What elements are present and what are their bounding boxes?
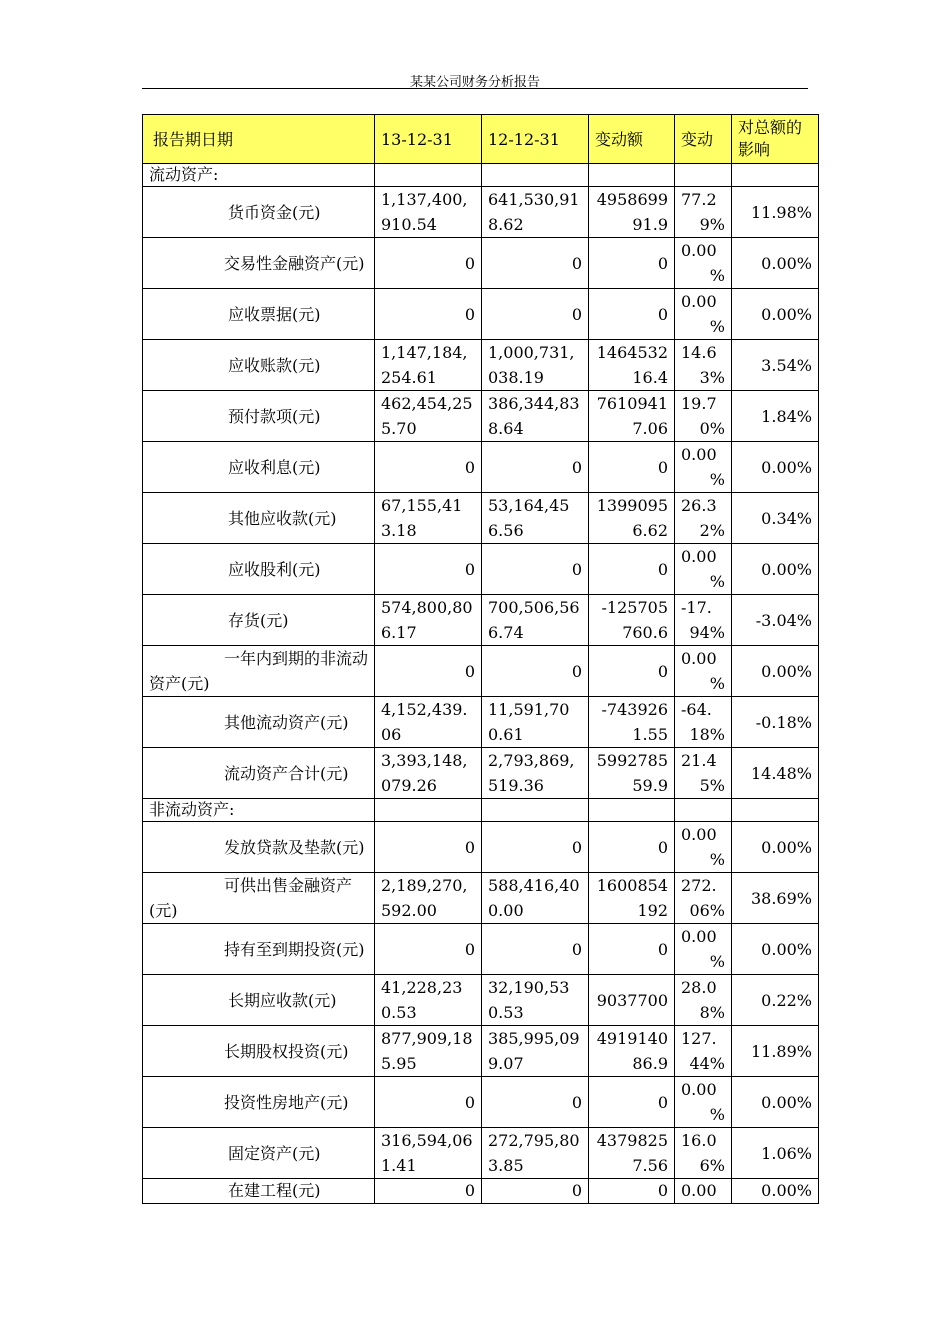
table-row: [143, 646, 819, 697]
change-pct-line2: %: [709, 674, 725, 693]
change-pct-line2: %: [709, 1105, 725, 1124]
change-pct-line1: 16.0: [681, 1131, 717, 1150]
item-label: [143, 822, 375, 873]
header-cell-2013: 13-12-31: [375, 115, 482, 164]
change-pct: [675, 873, 732, 924]
change-pct-line1: 28.0: [681, 978, 717, 997]
change-pct-line2: %: [709, 470, 725, 489]
change-pct: [675, 289, 732, 340]
header-cell-impact: 对总额的影响: [732, 115, 819, 164]
table-row: [143, 1179, 819, 1204]
empty-cell: [589, 164, 675, 187]
item-label: [143, 238, 375, 289]
change-amount: 9037700: [589, 975, 675, 1026]
value-2012: 0: [482, 544, 589, 595]
change-pct: [675, 442, 732, 493]
table-row: [143, 340, 819, 391]
change-pct: [675, 822, 732, 873]
impact-value: 0.00%: [732, 289, 819, 340]
change-amount: 0: [589, 238, 675, 289]
value-2012: 0: [482, 442, 589, 493]
change-pct-line2: 94%: [689, 623, 725, 642]
section-label: 流动资产:: [143, 164, 375, 187]
value-2012: 53,164,456.56: [482, 493, 589, 544]
change-pct-line2: 5%: [699, 776, 725, 795]
balance-sheet-table: [142, 114, 819, 1204]
change-amount: 599278559.9: [589, 748, 675, 799]
change-pct-line1: 19.7: [681, 394, 717, 413]
section-row: [143, 164, 819, 187]
change-amount: 0: [589, 1077, 675, 1128]
impact-value: 0.00%: [732, 924, 819, 975]
empty-cell: [375, 164, 482, 187]
change-pct-line2: 06%: [689, 901, 725, 920]
value-2013: 41,228,230.53: [375, 975, 482, 1026]
table-row: [143, 697, 819, 748]
item-label: 长期应收款(元): [143, 975, 375, 1026]
change-pct-line1: 0.00: [681, 1080, 717, 1099]
impact-value: 11.89%: [732, 1026, 819, 1077]
impact-value: 0.00%: [732, 646, 819, 697]
change-pct: [675, 595, 732, 646]
empty-cell: [732, 799, 819, 822]
impact-value: 0.00%: [732, 442, 819, 493]
item-label: 存货(元): [143, 595, 375, 646]
header-cell-change-amount: 变动额: [589, 115, 675, 164]
impact-value: 1.84%: [732, 391, 819, 442]
value-2013: 0: [375, 544, 482, 595]
table-row: [143, 873, 819, 924]
change-pct-line2: %: [709, 266, 725, 285]
change-amount: -7439261.55: [589, 697, 675, 748]
change-amount: 76109417.06: [589, 391, 675, 442]
value-2012: 0: [482, 1077, 589, 1128]
table-row: [143, 748, 819, 799]
item-label: 应收账款(元): [143, 340, 375, 391]
table-row: [143, 187, 819, 238]
value-2013: 1,147,184,254.61: [375, 340, 482, 391]
change-amount: -125705760.6: [589, 595, 675, 646]
table-row: [143, 975, 819, 1026]
change-amount: 43798257.56: [589, 1128, 675, 1179]
value-2012: 700,506,566.74: [482, 595, 589, 646]
table-row: [143, 595, 819, 646]
value-2013: 0: [375, 238, 482, 289]
item-label-text: 可供出售金融资产(元): [149, 876, 353, 920]
change-amount: 495869991.9: [589, 187, 675, 238]
value-2012: 0: [482, 646, 589, 697]
change-pct-line2: 0%: [699, 419, 725, 438]
value-2013: 4,152,439.06: [375, 697, 482, 748]
header-rule: [142, 88, 808, 89]
impact-value: -3.04%: [732, 595, 819, 646]
change-pct-line2: 3%: [699, 368, 725, 387]
value-2013: 0: [375, 289, 482, 340]
item-label: [143, 873, 375, 924]
item-label: [143, 1026, 375, 1077]
change-pct-line2: %: [709, 317, 725, 336]
change-pct-line1: 0.00: [681, 292, 717, 311]
item-label: 预付款项(元): [143, 391, 375, 442]
table-row: [143, 289, 819, 340]
empty-cell: [482, 164, 589, 187]
value-2013: 877,909,185.95: [375, 1026, 482, 1077]
item-label: 应收票据(元): [143, 289, 375, 340]
table-row: [143, 822, 819, 873]
impact-value: 11.98%: [732, 187, 819, 238]
value-2012: 641,530,918.62: [482, 187, 589, 238]
change-pct: [675, 697, 732, 748]
table-header-row: [143, 115, 819, 164]
header-cell-period: 报告期日期: [143, 115, 375, 164]
value-2013: 2,189,270,592.00: [375, 873, 482, 924]
empty-cell: [675, 164, 732, 187]
value-2012: 0: [482, 1179, 589, 1204]
value-2013: 0: [375, 1179, 482, 1204]
table-row: [143, 238, 819, 289]
impact-value: 1.06%: [732, 1128, 819, 1179]
change-pct-line2: %: [709, 572, 725, 591]
change-amount: 0: [589, 822, 675, 873]
item-label-text: 持有至到期投资(元): [224, 939, 365, 959]
change-pct-line1: -64.: [681, 700, 712, 719]
value-2013: 316,594,061.41: [375, 1128, 482, 1179]
change-pct-line2: 9%: [699, 215, 725, 234]
change-pct-line1: 0.00: [681, 241, 717, 260]
impact-value: 0.22%: [732, 975, 819, 1026]
change-pct-line1: 272.: [681, 876, 717, 895]
change-amount: 0: [589, 646, 675, 697]
change-pct-line2: 44%: [689, 1054, 725, 1073]
change-pct: [675, 975, 732, 1026]
value-2012: 2,793,869,519.36: [482, 748, 589, 799]
impact-value: 0.34%: [732, 493, 819, 544]
change-amount: 13990956.62: [589, 493, 675, 544]
table-row: [143, 924, 819, 975]
value-2012: 11,591,700.61: [482, 697, 589, 748]
change-amount: 1600854192: [589, 873, 675, 924]
value-2013: 0: [375, 442, 482, 493]
impact-value: 0.00%: [732, 544, 819, 595]
change-pct-line1: 0.00: [681, 649, 717, 668]
impact-value: 0.00%: [732, 1077, 819, 1128]
change-pct: [675, 544, 732, 595]
item-label-text: 投资性房地产(元): [224, 1092, 349, 1112]
change-pct-line2: 2%: [699, 521, 725, 540]
value-2012: 588,416,400.00: [482, 873, 589, 924]
change-pct: [675, 646, 732, 697]
section-row: [143, 799, 819, 822]
item-label: 其他应收款(元): [143, 493, 375, 544]
change-pct-line1: -17.: [681, 598, 712, 617]
item-label-text: 流动资产合计(元): [224, 763, 349, 783]
section-label: 非流动资产:: [143, 799, 375, 822]
change-amount: 146453216.4: [589, 340, 675, 391]
change-pct-line1: 21.4: [681, 751, 717, 770]
page-header: 某某公司财务分析报告: [409, 75, 540, 90]
change-pct-line1: 0.00: [681, 825, 717, 844]
change-pct-line1: 0.00: [681, 445, 717, 464]
change-amount: 491914086.9: [589, 1026, 675, 1077]
change-pct-line1: 0.00: [681, 1181, 717, 1200]
change-pct: [675, 340, 732, 391]
item-label: [143, 924, 375, 975]
value-2013: 0: [375, 646, 482, 697]
item-label: 应收利息(元): [143, 442, 375, 493]
impact-value: 14.48%: [732, 748, 819, 799]
change-pct: [675, 1026, 732, 1077]
impact-value: 38.69%: [732, 873, 819, 924]
impact-value: 0.00%: [732, 238, 819, 289]
impact-value: 0.00%: [732, 1179, 819, 1204]
change-pct-line1: 14.6: [681, 343, 717, 362]
value-2013: 462,454,255.70: [375, 391, 482, 442]
value-2013: 3,393,148,079.26: [375, 748, 482, 799]
value-2013: 67,155,413.18: [375, 493, 482, 544]
header-cell-2012: 12-12-31: [482, 115, 589, 164]
empty-cell: [375, 799, 482, 822]
empty-cell: [482, 799, 589, 822]
item-label: [143, 748, 375, 799]
item-label-text: 长期股权投资(元): [224, 1041, 349, 1061]
item-label-text: 其他流动资产(元): [224, 712, 349, 732]
item-label: 应收股利(元): [143, 544, 375, 595]
change-amount: 0: [589, 289, 675, 340]
change-pct-line1: 26.3: [681, 496, 717, 515]
item-label-text: 一年内到期的非流动资产(元): [149, 649, 369, 693]
change-pct: [675, 238, 732, 289]
empty-cell: [675, 799, 732, 822]
change-pct: [675, 924, 732, 975]
impact-value: 3.54%: [732, 340, 819, 391]
change-pct-line2: 8%: [699, 1003, 725, 1022]
table-row: [143, 391, 819, 442]
value-2012: 272,795,803.85: [482, 1128, 589, 1179]
change-pct-line1: 77.2: [681, 190, 717, 209]
table-row: [143, 1026, 819, 1077]
value-2012: 0: [482, 238, 589, 289]
impact-value: -0.18%: [732, 697, 819, 748]
change-pct: [675, 1179, 732, 1204]
change-pct-line1: 0.00: [681, 927, 717, 946]
change-pct: [675, 748, 732, 799]
item-label: 固定资产(元): [143, 1128, 375, 1179]
value-2012: 0: [482, 924, 589, 975]
change-amount: 0: [589, 924, 675, 975]
change-pct: [675, 1077, 732, 1128]
change-amount: 0: [589, 544, 675, 595]
item-label-text: 发放贷款及垫款(元): [224, 837, 365, 857]
table-row: [143, 1128, 819, 1179]
empty-cell: [732, 164, 819, 187]
change-pct: [675, 1128, 732, 1179]
value-2013: 0: [375, 924, 482, 975]
table-row: [143, 442, 819, 493]
item-label: [143, 646, 375, 697]
value-2013: 1,137,400,910.54: [375, 187, 482, 238]
value-2013: 0: [375, 822, 482, 873]
value-2012: 0: [482, 289, 589, 340]
value-2012: 1,000,731,038.19: [482, 340, 589, 391]
change-amount: 0: [589, 442, 675, 493]
change-amount: 0: [589, 1179, 675, 1204]
value-2012: 0: [482, 822, 589, 873]
impact-value: 0.00%: [732, 822, 819, 873]
change-pct-line2: %: [709, 850, 725, 869]
header-cell-change-pct: 变动: [675, 115, 732, 164]
change-pct-line2: %: [709, 952, 725, 971]
value-2013: 574,800,806.17: [375, 595, 482, 646]
item-label: [143, 1077, 375, 1128]
item-label: [143, 697, 375, 748]
empty-cell: [589, 799, 675, 822]
item-label-text: 交易性金融资产(元): [224, 253, 365, 273]
change-pct-line1: 0.00: [681, 547, 717, 566]
table-row: [143, 1077, 819, 1128]
change-pct: [675, 391, 732, 442]
table-row: [143, 493, 819, 544]
value-2012: 386,344,838.64: [482, 391, 589, 442]
change-pct: [675, 187, 732, 238]
item-label: 货币资金(元): [143, 187, 375, 238]
value-2012: 32,190,530.53: [482, 975, 589, 1026]
change-pct-line2: 18%: [689, 725, 725, 744]
change-pct-line1: 127.: [681, 1029, 717, 1048]
change-pct: [675, 493, 732, 544]
value-2012: 385,995,099.07: [482, 1026, 589, 1077]
value-2013: 0: [375, 1077, 482, 1128]
item-label: 在建工程(元): [143, 1179, 375, 1204]
change-pct-line2: 6%: [699, 1156, 725, 1175]
table-row: [143, 544, 819, 595]
